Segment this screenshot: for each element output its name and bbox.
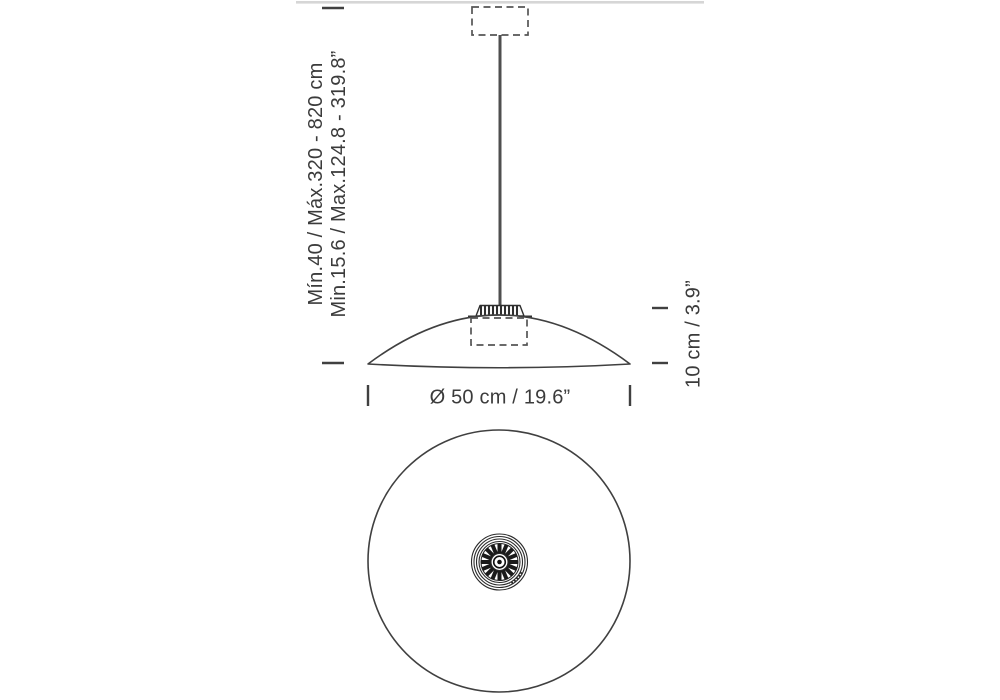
ceiling-canopy-dashed-box xyxy=(472,7,528,35)
shade-profile xyxy=(368,315,630,368)
shade-diameter-label: Ø 50 cm / 19.6” xyxy=(429,386,571,409)
suspension-height-imperial: Min.15.6 / Max.124.8 - 319.8” xyxy=(328,50,350,318)
shade-height-label: 10 cm / 3.9” xyxy=(682,280,705,388)
suspension-height-metric: Mín.40 / Máx.320 - 820 cm xyxy=(305,62,327,306)
drawing-top-border xyxy=(296,1,704,4)
socket-center-dot xyxy=(497,560,502,565)
side-elevation-view xyxy=(322,7,668,406)
bottom-plan-view xyxy=(368,430,630,692)
suspension-height-label xyxy=(305,50,351,317)
